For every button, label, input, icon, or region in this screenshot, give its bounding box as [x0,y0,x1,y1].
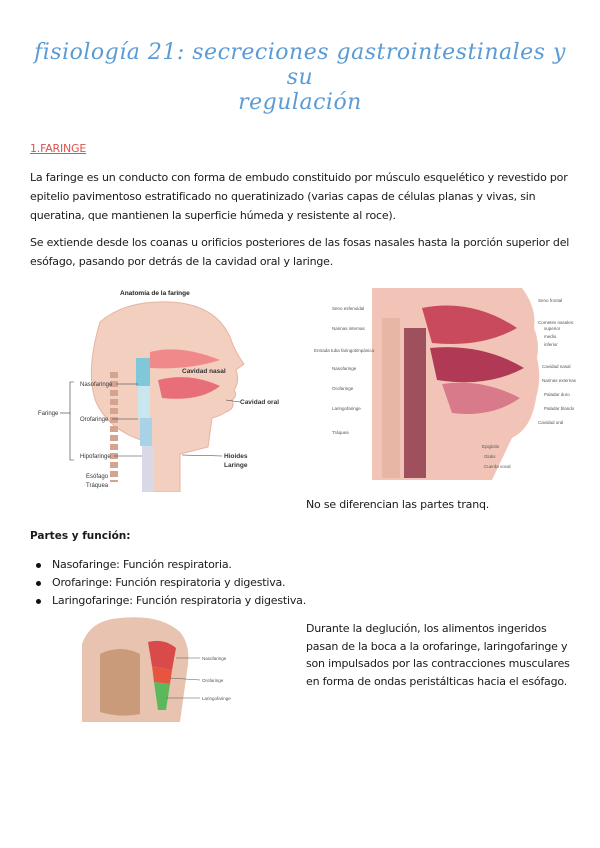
paragraph-extension: Se extiende desde los coanas u orificios posteriores de las fosas nasales hasta la porción superior del esófago, pasando por detrás de la cavidad oral y laringe. [30,236,570,268]
figure1-label-hipofaringe: Hipofaringe [80,454,111,460]
parts-heading: Partes y función: [30,530,131,542]
figure1-label-cavidad-oral: Cavidad oral [240,399,280,406]
figure2-label-left-1: Narinas internas [332,326,365,331]
figure2-label-right-8: Paladar blando [544,406,575,411]
page-title-line-2: regulación [238,90,362,115]
figure2-label-right-10: Epiglotis [482,444,500,449]
figure2-label-left-4: Orofaringe [332,386,354,391]
figure2-label-left-3: Nasofaringe [332,366,357,371]
figure2-label-left-6: Tráquea [332,430,349,435]
figure3-label-laringofaringe: Laringofaringe [202,696,231,701]
list-item: Orofaringe: Función respiratoria y digestiva. [36,574,306,592]
pharynx-regions-figure [80,614,292,722]
section-heading-faringe: 1.FARINGE [30,142,87,155]
figure1-label-orofaringe: Orofaringe [80,417,109,423]
figure1-label-faringe: Faringe [38,411,59,417]
figure2-label-right-9: Cavidad oral [538,420,564,425]
figure2-label-right-4: inferior [544,342,558,347]
figure1-label-nasofaringe: Nasofaringe [80,382,113,388]
figure2-label-left-5: Laringofaringe [332,406,361,411]
list-item: Laringofaringe: Función respiratoria y digestiva. [36,592,306,610]
figure2-label-left-2: Entrada tuba faringotimpánica [314,348,375,353]
figure2-label-right-11: Glotis [484,454,496,459]
figure1-label-laringe: Laringe [224,462,248,469]
paragraph-definition: La faringe es un conducto con forma de embudo constituido por músculo esquelético y revestido por epitelio pavimentoso estratificado no queratinizado (varias capas de células planas y vivas, sin queratina, que mantienen la superficie húmeda y resistente al roce). [30,171,568,222]
figure1-label-traquea: Tráquea [86,483,109,489]
figure2-label-right-0: Seno frontal [538,298,563,303]
figure3-label-nasofaringe: Nasofaringe [202,656,227,661]
figure2-label-right-1: Cornetes nasales: [538,320,575,325]
figure3-label-orofaringe: Orofaringe [202,678,224,683]
figure2-label-left-0: Seno esfenoidal [332,306,365,311]
page-title-line-1: fisiología 21: secreciones gastrointestinales y su [34,40,566,90]
paragraph-deglutition: Durante la deglución, los alimentos ingeridos pasan de la boca a la orofaringe, laringofaringe y son impulsados por las contracciones musculares en forma de ondas peristálticas hacia el esófago. [306,622,570,688]
figure2-label-right-12: Cuerda vocal [484,464,511,469]
figure-caption: No se diferencian las partes tranq. [306,498,490,511]
figure2-label-right-2: superior [544,326,561,331]
list-item: Nasofaringe: Función respiratoria. [36,556,306,574]
figure1-label-esofago: Esófago [86,474,109,480]
pharynx-anatomy-figure [30,282,300,492]
parts-list [36,556,306,610]
figure1-title: Anatomía de la faringe [120,290,190,297]
figure2-label-right-5: Cavidad nasal [542,364,571,369]
figure2-label-right-3: medio [544,334,557,339]
figure1-label-hioides: Hioides [224,453,248,460]
sagittal-section-figure [312,288,582,480]
figure2-label-right-7: Paladar duro [544,392,570,397]
figure2-label-right-6: Narinas externas [542,378,577,383]
figure1-label-cavidad-nasal: Cavidad nasal [182,368,226,375]
